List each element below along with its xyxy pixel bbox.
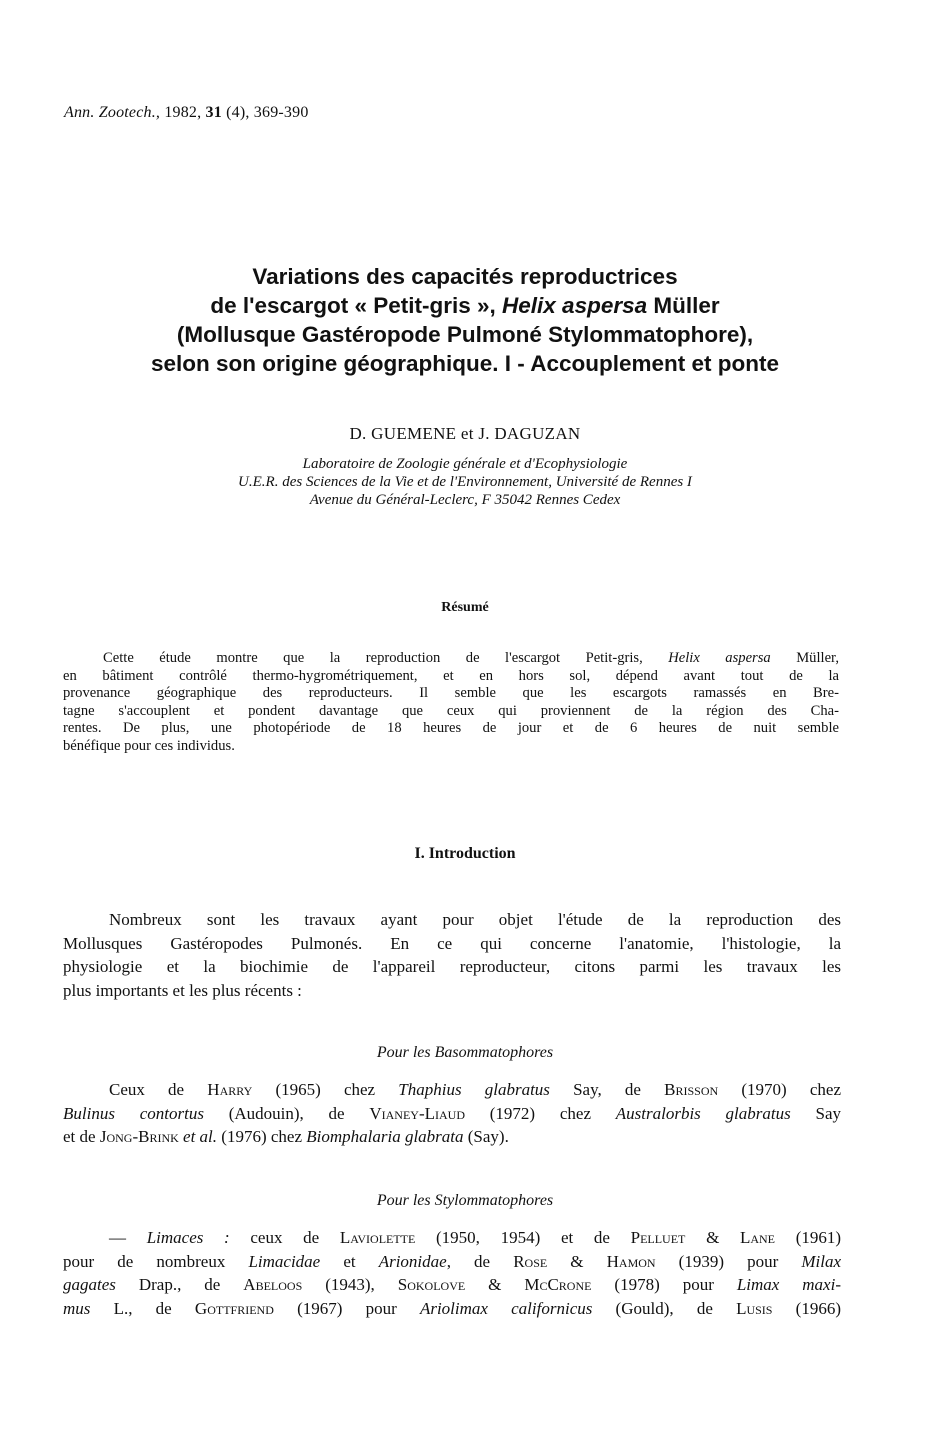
- paragraph-line: Bulinus contortus (Audouin), de Vianey-Liaud (1972) chez Australorbis glabratus Say: [63, 1103, 841, 1123]
- abstract-text: [63, 650, 839, 755]
- journal-issue-pages: (4), 369-390: [226, 104, 309, 121]
- paragraph-line: — Limaces : ceux de Laviolette (1950, 1954) et de Pelluet & Lane (1961): [109, 1228, 842, 1247]
- intro-paragraph-3: [63, 1226, 841, 1320]
- paragraph-line: Nombreux sont les travaux ayant pour objet l'étude de la reproduction des: [109, 910, 841, 929]
- paragraph-line: et de Jong-Brink et al. (1976) chez Biomphalaria glabrata (Say).: [63, 1127, 509, 1146]
- journal-name: Ann. Zootech.,: [64, 104, 161, 121]
- abstract-line: tagne s'accouplent et pondent davantage que ceux qui proviennent de la région des Cha-: [63, 702, 839, 719]
- journal-volume: 31: [205, 104, 222, 121]
- paragraph-line: plus importants et les plus récents :: [63, 980, 302, 1000]
- journal-reference: [64, 104, 309, 122]
- paragraph-line: Ceux de Harry (1965) chez Thaphius glabratus Say, de Brisson (1970) chez: [109, 1080, 841, 1099]
- abstract-line: bénéfique pour ces individus.: [63, 737, 235, 754]
- section-heading-introduction: I. Introduction: [414, 845, 516, 862]
- authors: D. GUEMENE et J. DAGUZAN: [349, 424, 581, 443]
- affiliation: [0, 455, 930, 509]
- intro-paragraph-2: [63, 1078, 841, 1149]
- affiliation-line: U.E.R. des Sciences de la Vie et de l'Environnement, Université de Rennes I: [238, 474, 692, 490]
- title-line-3: (Mollusque Gastéropode Pulmoné Stylommatophore),: [176, 322, 754, 347]
- title-species: Helix aspersa: [502, 293, 648, 318]
- subheading-basommatophores: Pour les Basommatophores: [376, 1044, 554, 1061]
- paragraph-line: mus L., de Gottfriend (1967) pour Ariolimax californicus (Gould), de Lusis (1966): [63, 1298, 841, 1318]
- journal-year: 1982,: [164, 104, 202, 121]
- title-line-2c: Müller: [647, 293, 720, 318]
- abstract-line: Cette étude montre que la reproduction de l'escargot Petit-gris, Helix aspersa Müller,: [103, 650, 839, 666]
- paper-title: [40, 262, 890, 378]
- subheading-stylommatophores: Pour les Stylommatophores: [376, 1192, 554, 1209]
- abstract-line: en bâtiment contrôlé thermo-hygrométriquement, et en hors sol, dépend avant tout de la: [63, 667, 839, 684]
- abstract-line: provenance géographique des reproducteurs. Il semble que les escargots ramassés en Bre-: [63, 685, 839, 701]
- intro-paragraph-1: [63, 908, 841, 1002]
- abstract-heading: Résumé: [441, 600, 489, 615]
- abstract-line: rentes. De plus, une photopériode de 18 heures de jour et de 6 heures de nuit semble: [63, 720, 839, 736]
- paragraph-line: physiologie et la biochimie de l'appareil reproducteur, citons parmi les travaux les: [63, 957, 841, 976]
- title-line-1: Variations des capacités reproductrices: [252, 264, 678, 289]
- title-line-4: selon son origine géographique. I - Accouplement et ponte: [151, 351, 779, 376]
- paragraph-line: pour de nombreux Limacidae et Arionidae, de Rose & Hamon (1939) pour Milax: [63, 1251, 842, 1271]
- paragraph-line: Mollusques Gastéropodes Pulmonés. En ce qui concerne l'anatomie, l'histologie, la: [63, 933, 841, 953]
- paragraph-line: gagates Drap., de Abeloos (1943), Sokolove & McCrone (1978) pour Limax maxi-: [63, 1275, 841, 1294]
- title-line-2a: de l'escargot « Petit-gris »,: [210, 293, 503, 318]
- affiliation-line: Avenue du Général-Leclerc, F 35042 Rennes Cedex: [309, 492, 621, 508]
- affiliation-line: Laboratoire de Zoologie générale et d'Ecophysiologie: [302, 456, 628, 472]
